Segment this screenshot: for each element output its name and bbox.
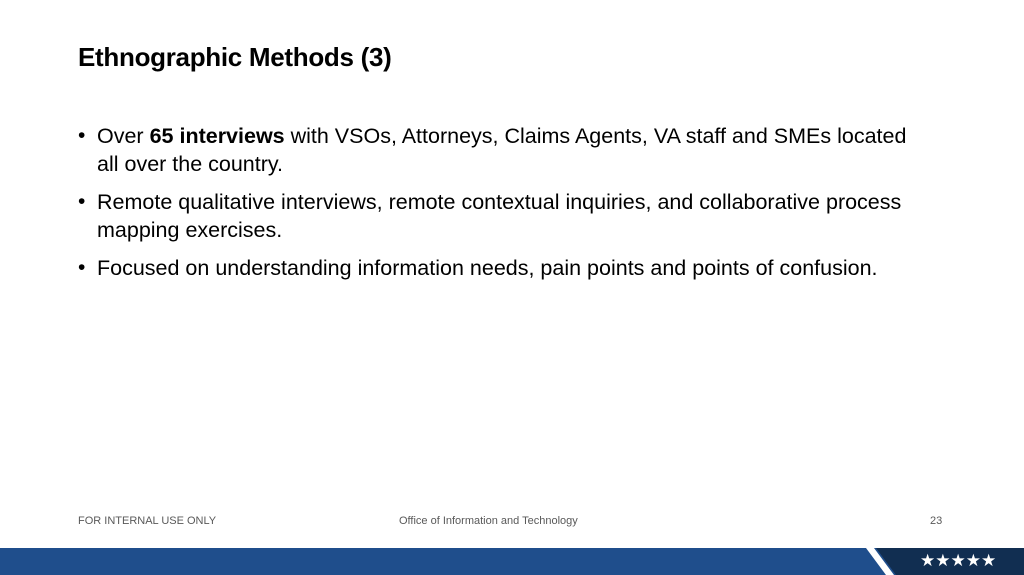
bottom-band (0, 548, 1024, 575)
bullet-item (78, 188, 918, 244)
bullet-dot-icon: • (78, 256, 86, 279)
bullet-text-suffix: with VSOs, Attorneys, Claims Agents, VA staff and SMEs located all over the country. (97, 124, 907, 176)
bullet-item (78, 122, 918, 178)
page-number: 23 (930, 515, 943, 527)
footer-office: Office of Information and Technology (399, 515, 578, 527)
bullet-text: Focused on understanding information needs, pain points and points of confusion. (97, 256, 878, 280)
bullet-text-prefix: Over (97, 124, 150, 148)
bullet-text-emphasis: 65 interviews (149, 124, 285, 148)
bullet-dot-icon: • (78, 190, 86, 213)
bullet-item (78, 254, 918, 282)
bullet-text: Remote qualitative interviews, remote contextual inquiries, and collaborative process mapping exercises. (97, 190, 902, 242)
footer-classification: FOR INTERNAL USE ONLY (78, 515, 217, 527)
slide-title: Ethnographic Methods (3) (78, 42, 392, 72)
bullet-dot-icon: • (78, 124, 86, 147)
bullet-list (78, 122, 918, 292)
stars-icon: ★★★★★ (920, 551, 997, 571)
